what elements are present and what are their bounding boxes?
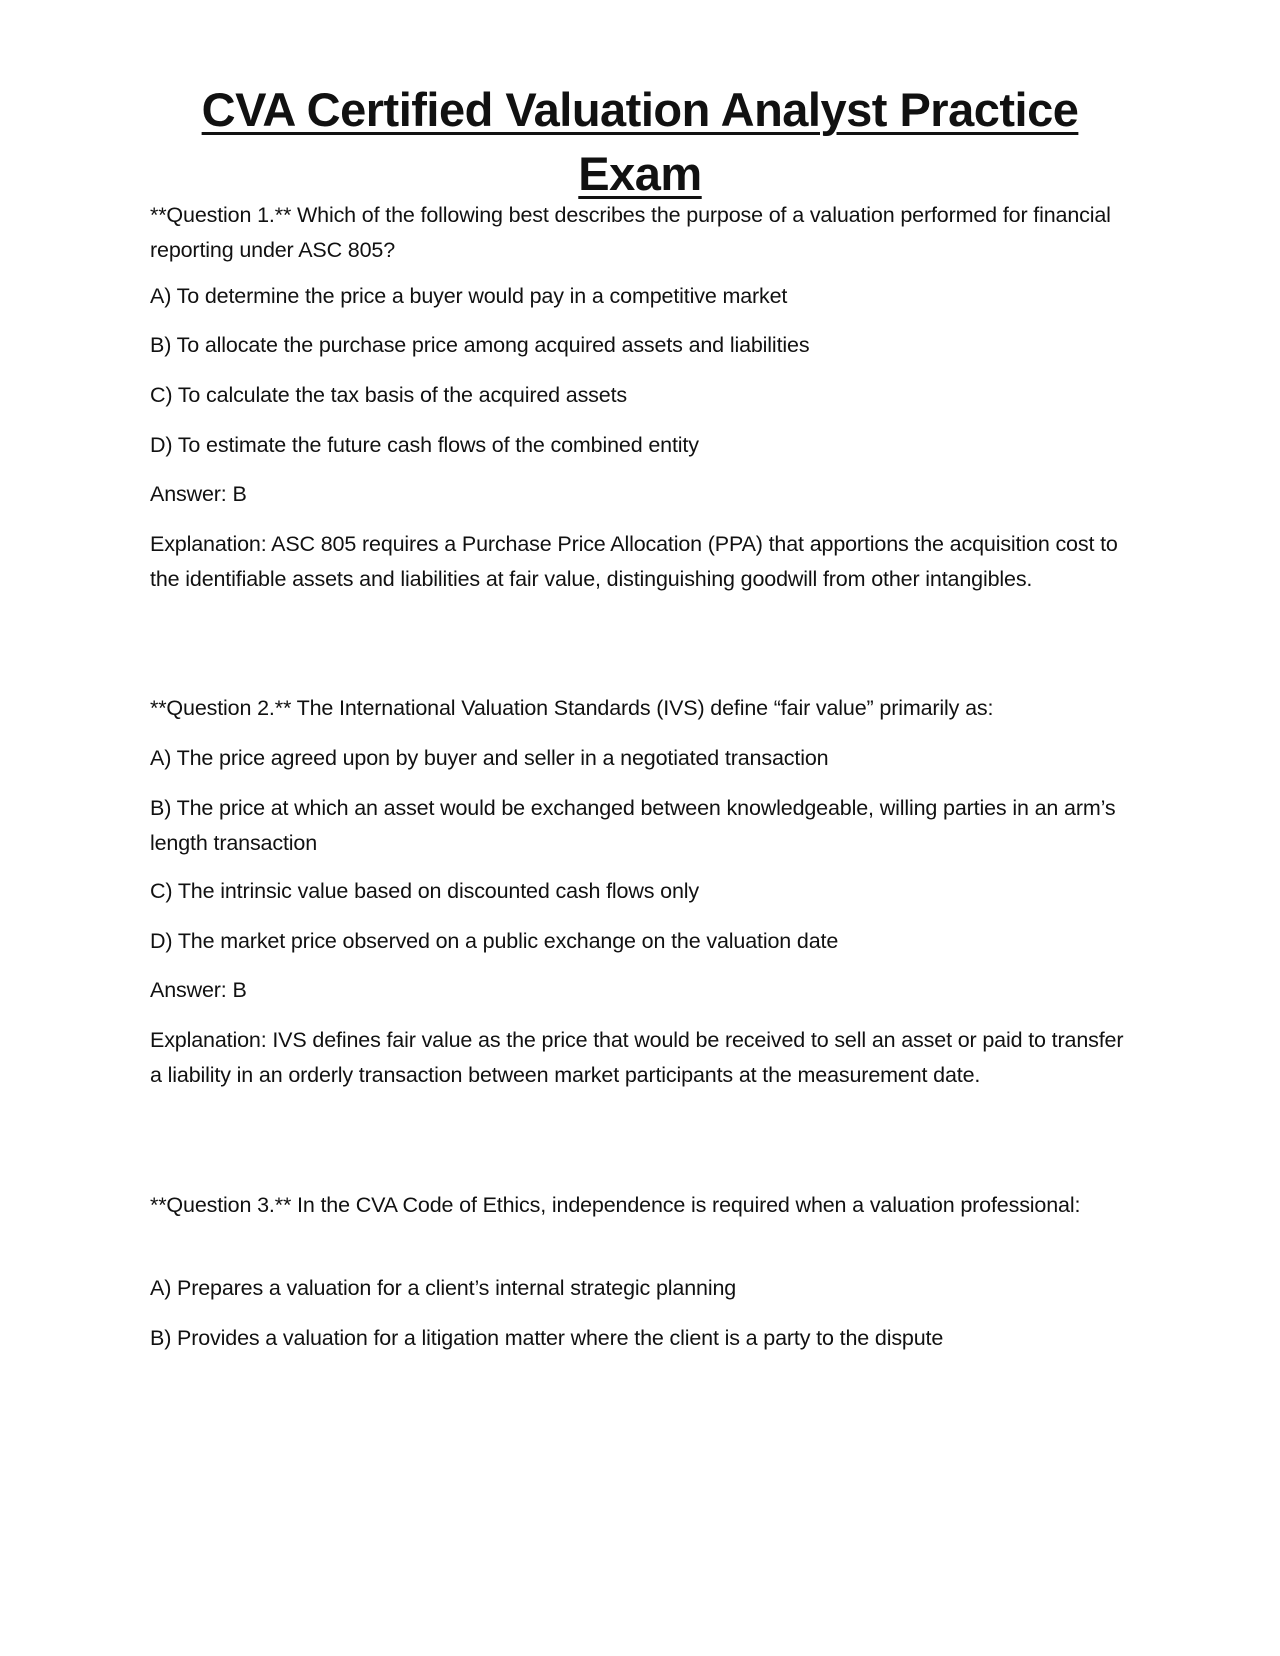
- question-2-option-b: B) The price at which an asset would be exchanged between knowledgeable, willing parties in an arm’s length transaction: [150, 796, 1116, 855]
- question-3-option-b: B) Provides a valuation for a litigation matter where the client is a party to the dispute: [150, 1326, 944, 1350]
- question-1-option-a: A) To determine the price a buyer would pay in a competitive market: [150, 284, 788, 308]
- question-1-answer: Answer: B: [150, 482, 247, 506]
- question-1-text: **Question 1.** Which of the following best describes the purpose of a valuation performed for financial reporting under ASC 805?: [150, 203, 1111, 262]
- question-2-answer: Answer: B: [150, 978, 247, 1002]
- document-title: CVA Certified Valuation Analyst Practice Exam: [201, 83, 1079, 200]
- question-2-text: **Question 2.** The International Valuation Standards (IVS) define “fair value” primarily as:: [150, 696, 994, 720]
- question-1-option-b: B) To allocate the purchase price among acquired assets and liabilities: [150, 333, 810, 357]
- question-1-option-c: C) To calculate the tax basis of the acquired assets: [150, 383, 628, 407]
- question-2-option-d: D) The market price observed on a public exchange on the valuation date: [150, 929, 839, 953]
- question-2-option-a: A) The price agreed upon by buyer and seller in a negotiated transaction: [150, 746, 829, 770]
- question-2-explanation: Explanation: IVS defines fair value as the price that would be received to sell an asset or paid to transfer a liability in an orderly transaction between market participants at the measurement date.: [150, 1028, 1124, 1087]
- question-2-option-c: C) The intrinsic value based on discounted cash flows only: [150, 879, 700, 903]
- question-1-explanation: Explanation: ASC 805 requires a Purchase Price Allocation (PPA) that apportions the acquisition cost to the identifiable assets and liabilities at fair value, distinguishing goodwill from other intangibles.: [150, 532, 1118, 591]
- question-3-option-a: A) Prepares a valuation for a client’s internal strategic planning: [150, 1276, 737, 1300]
- question-3-text: **Question 3.** In the CVA Code of Ethics, independence is required when a valuation professional:: [150, 1193, 1081, 1217]
- question-1-option-d: D) To estimate the future cash flows of the combined entity: [150, 433, 699, 457]
